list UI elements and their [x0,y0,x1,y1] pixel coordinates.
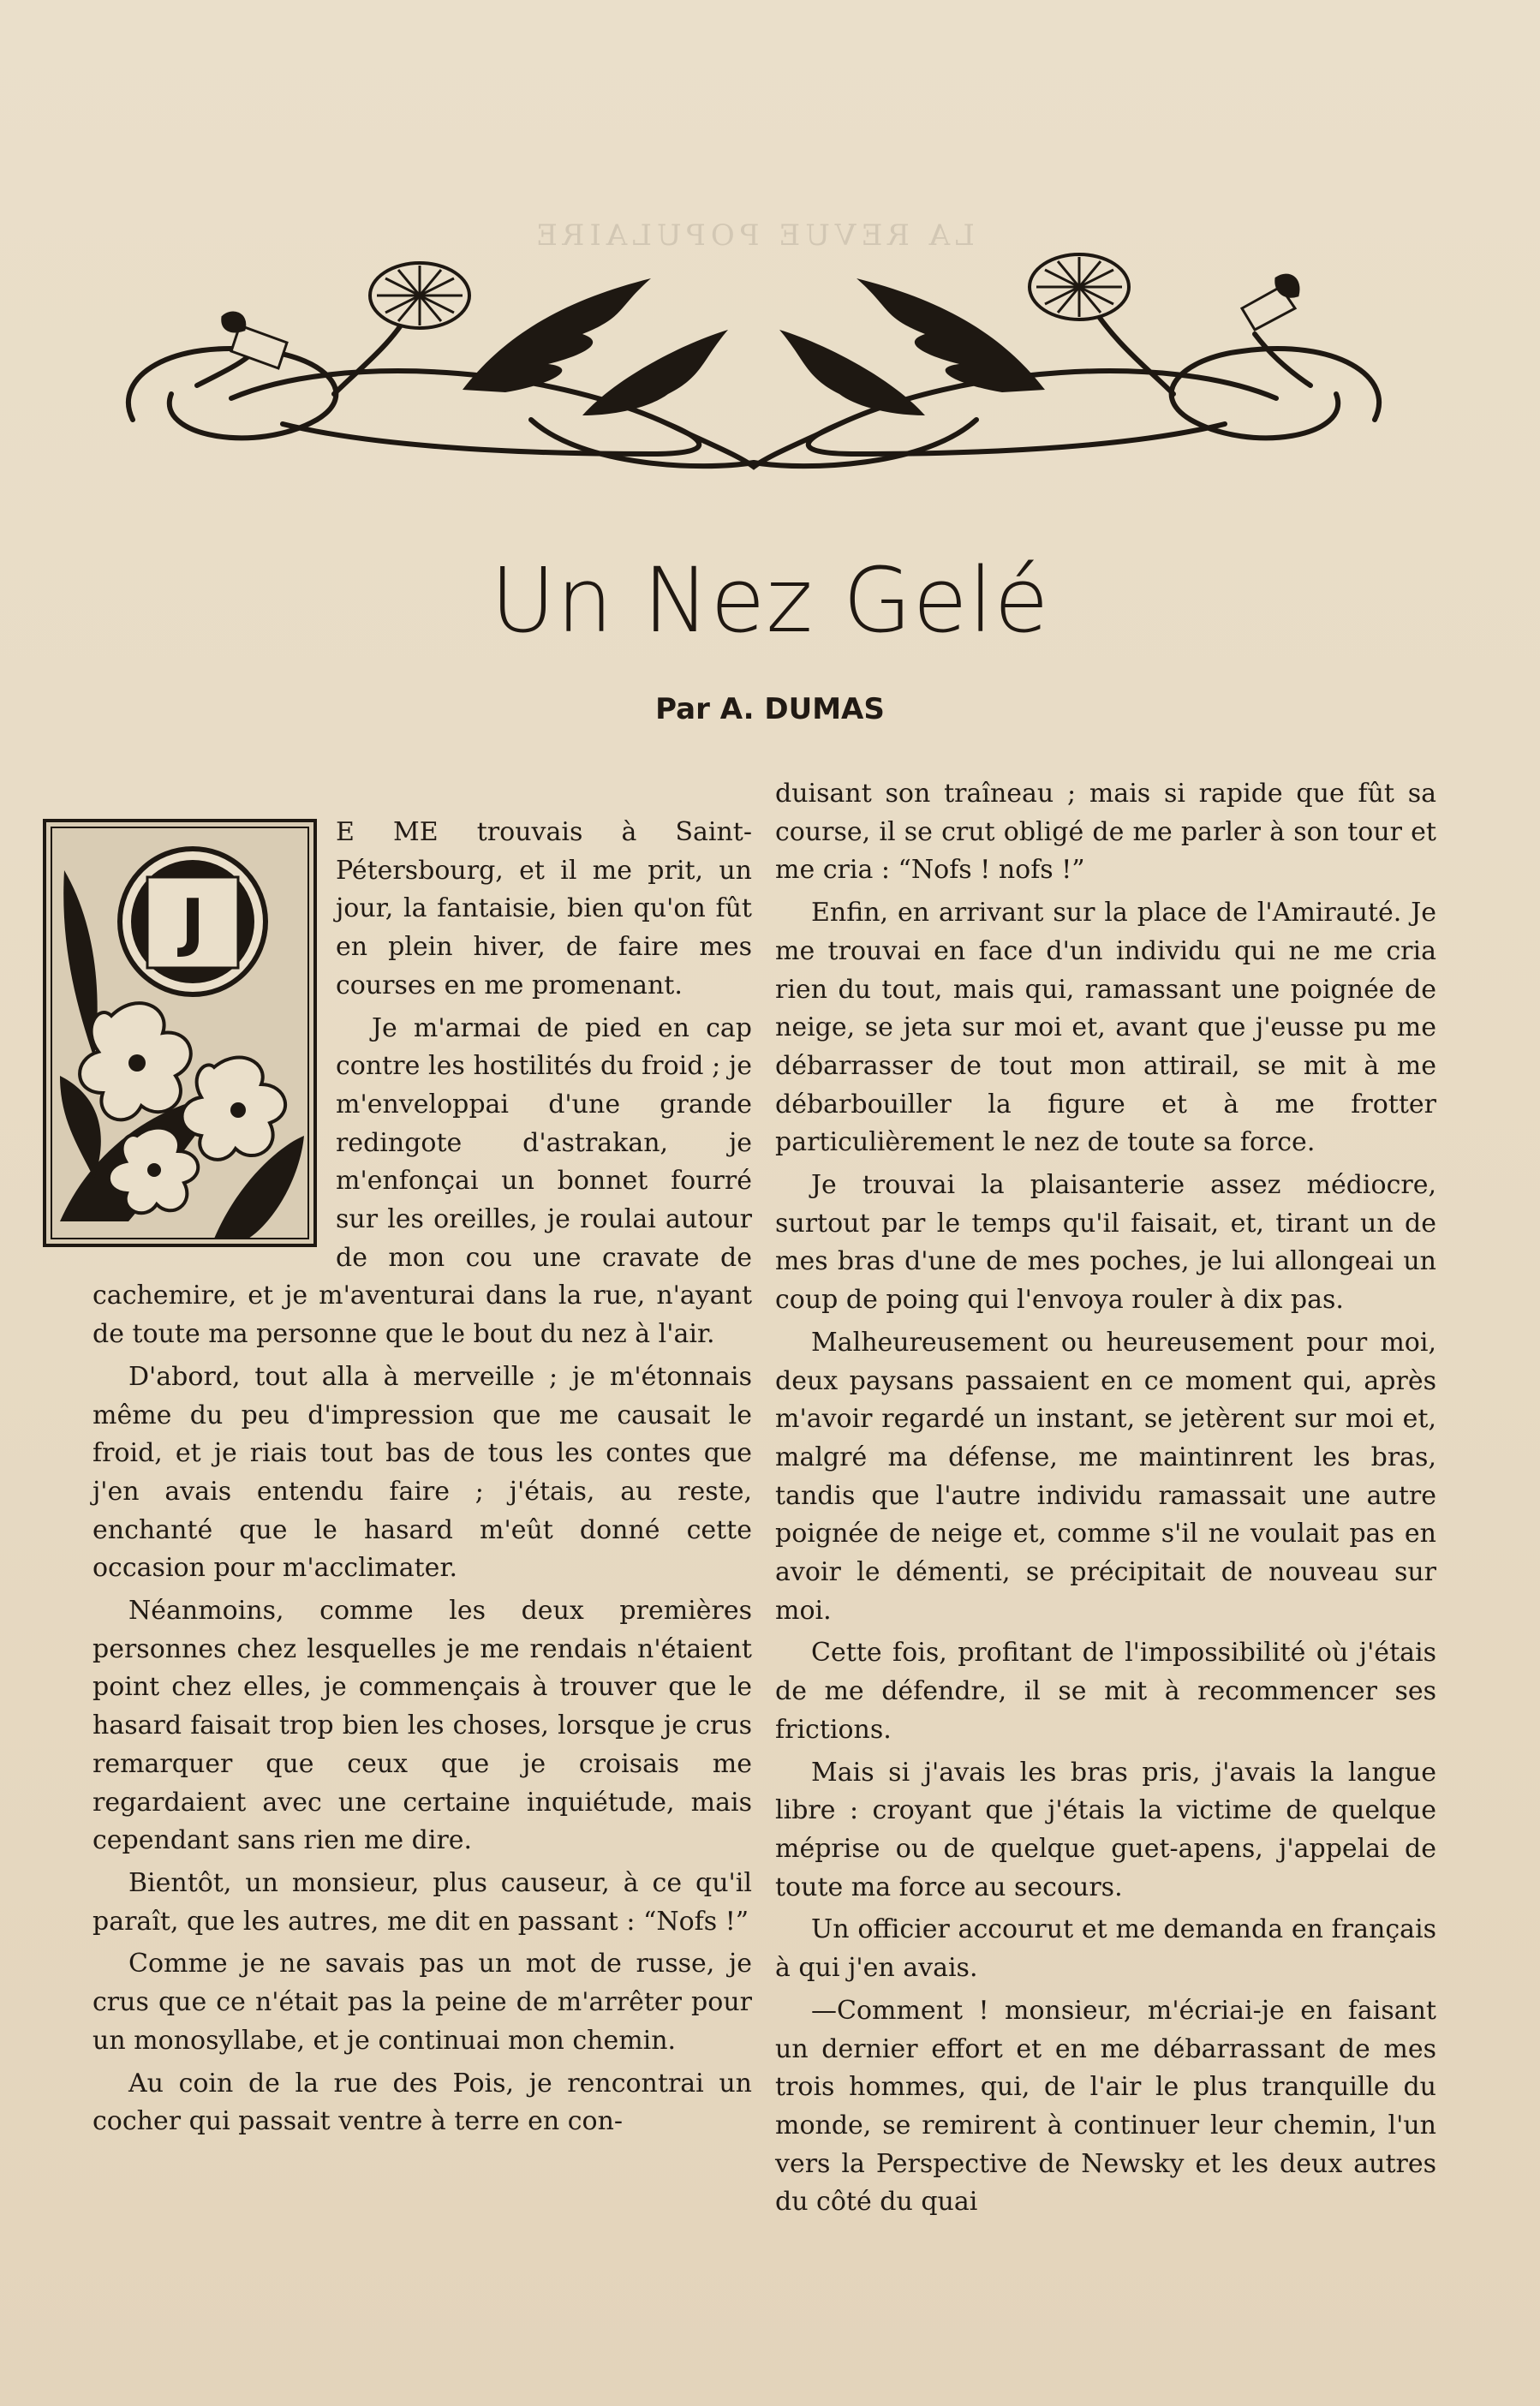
paragraph: —Comment ! monsieur, m'écriai-je en faisant un dernier effort et en me débarrassant de mes trois hommes, qui, de l'air le plus tranquille du monde, se remirent à continuer leur chemin, l'un vers la Perspective de Newsky et les deux autres du côté du quai [775,1995,1436,2218]
paragraph: Comme je ne savais pas un mot de russe, je crus que ce n'était pas la peine de m'arrêter pour un monosyllabe, et je continuai mon chemin. [93,1949,752,2056]
paragraph: E ME trouvais à Saint-Pétersbourg, et il me prit, un jour, la fantaisie, bien qu'on fût en plein hiver, de faire mes courses en me promenant. [336,817,752,1000]
paragraph: Je m'armai de pied en cap contre les hostilités du froid ; je m'enveloppai d'une grande redingote d'astrakan, je m'enfonçai un bonnet fourré sur les oreilles, je roulai autour de mon cou une cravate de cachemire, et je m'aventurai dans la rue, n'ayant de toute ma personne que le bout du nez à l'air. [93,1012,752,1350]
paragraph: Un officier accourut et me demanda en français à qui j'en avais. [775,1914,1436,1984]
paragraph: D'abord, tout alla à merveille ; je m'étonnais même du peu d'impression que me causait le froid, et je riais tout bas de tous les contes que j'en avais entendu faire ; j'étais, au reste, enchanté que le hasard m'eût donné cette occasion pour m'acclimater. [93,1361,752,1584]
paragraph: Au coin de la rue des Pois, je rencontrai un cocher qui passait ventre à terre en con- [93,2068,752,2137]
text-column-left [93,814,752,2146]
paragraph: Enfin, en arrivant sur la place de l'Amirauté. Je me trouvai en face d'un individu qui ne me cria rien du tout, mais qui, ramassant une poignée de neige, se jeta sur moi et, avant que j'eusse pu me débarrasser de tout mon attirail, se mit à me débarbouiller la figure et à me frotter particulièrement le nez de toute sa force. [775,898,1436,1158]
dandelion-ornament [103,248,1405,497]
flower-vignette-icon [43,819,317,1247]
paragraph: Je trouvai la plaisanterie assez médiocre, surtout par le temps qu'il faisait, et, tirant un de mes bras d'une de mes poches, je lui allongeai un coup de poing qui l'envoya rouler à dix pas. [775,1170,1436,1316]
paragraph: duisant son traîneau ; mais si rapide que fût sa course, il se crut obligé de me parler à son tour et me cria : “Nofs ! nofs !” [775,779,1436,886]
decorative-dropcap [43,819,317,1256]
show-through: LA REVUE POPULAIRE [531,218,975,253]
paragraph: Mais si j'avais les bras pris, j'avais la langue libre : croyant que j'étais la victime de quelque méprise ou de quelque guet-apens, j'appelai de toute ma force au secours. [775,1757,1436,1902]
dropcap-letter: J [181,886,205,959]
paragraph: Malheureusement ou heureusement pour moi, deux paysans passaient en ce moment qui, après m'avoir regardé un instant, se jetèrent sur moi et, malgré ma défense, me maintinrent les bras, tandis que l'autre individu ramassait une autre poignée de neige et, comme s'il ne voulait pas en avoir le démenti, se précipitait de nouveau sur moi. [775,1327,1436,1626]
text-column-right [775,775,1436,2226]
paragraph: Cette fois, profitant de l'impossibilité où j'étais de me défendre, il se mit à recommencer ses frictions. [775,1638,1436,1745]
article-title: Un Nez Gelé [490,548,1050,653]
paragraph: Bientôt, un monsieur, plus causeur, à ce qu'il paraît, que les autres, me dit en passant : “Nofs !” [93,1867,752,1937]
article-byline: Par A. DUMAS [655,692,885,726]
paragraph: Néanmoins, comme les deux premières personnes chez lesquelles je me rendais n'étaient point chez elles, je commençais à trouver que le hasard faisait trop bien les choses, lorsque je crus remarquer que ceux que je croisais me regardaient avec une certaine inquiétude, mais cependant sans rien me dire. [93,1596,752,1856]
